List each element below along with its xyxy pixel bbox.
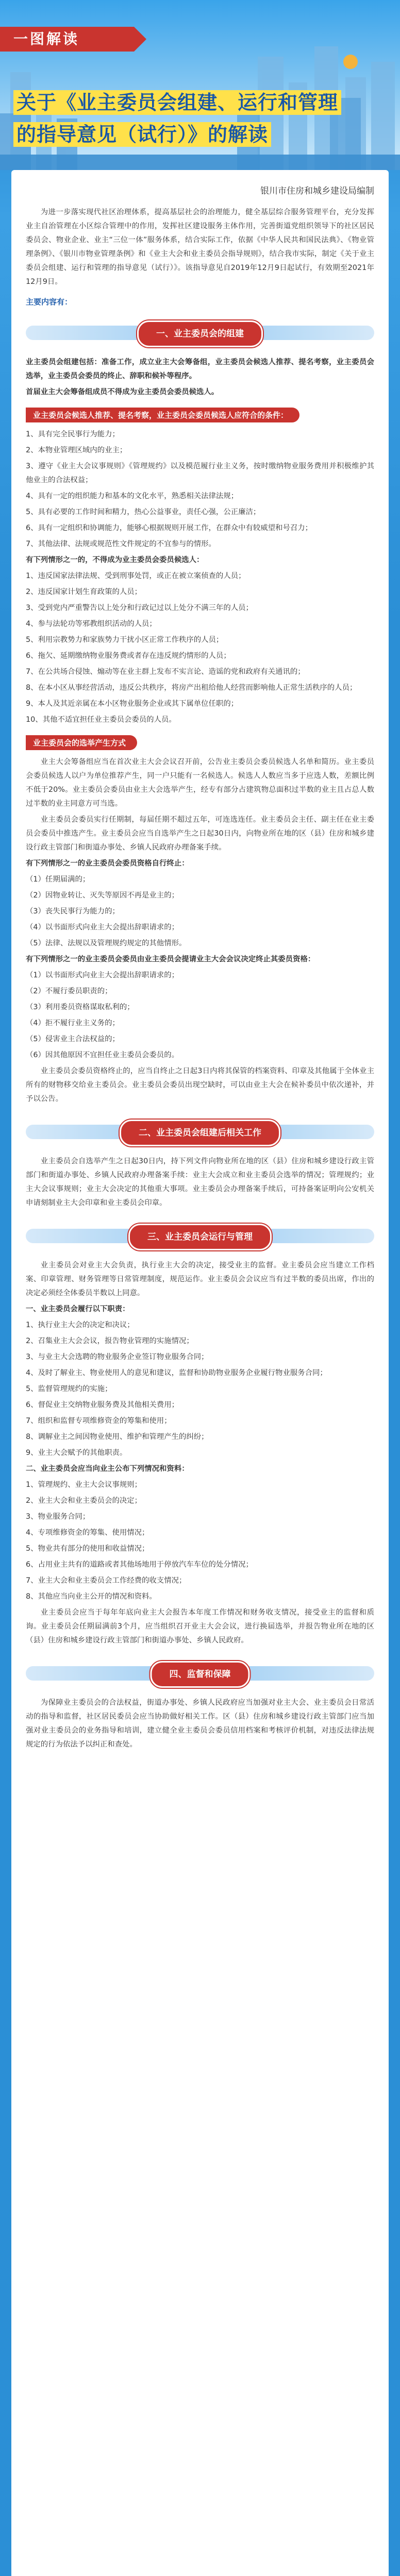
- chapter-2-header: [26, 1120, 374, 1143]
- intro-paragraph: 为进一步落实现代社区治理体系，提高基层社会的治理能力，健全基层综合服务管理平台，充分发挥业主自治管理在小区综合管理中的作用，发挥社区建设服务主体作用，完善街道党组织领导下的社区居民委员会、物业企业、业主“三位一体”服务体系，结合实际工作，依据《中华人民共和国民法典》、《物业管理条例》、《银川市物业管理条例》和《业主大会和业主委员会指导规则》，结合我市实际，制定《关于业主委员会组建、运行和管理的指导意见（试行）》。该指导意见自2019年12月9日起试行，有效期至2021年12月9日。: [26, 208, 374, 286]
- list-item: 7、业主大会和业主委员会工作经费的收支情况；: [26, 1577, 187, 1585]
- header: [0, 0, 400, 170]
- list-item: 3、与业主大会选聘的物业服务企业签订物业服务合同；: [26, 1353, 209, 1361]
- ch1-paragraph: 业主大会筹备组应当在首次业主大会会议召开前，公告业主委员会委员候选人名单和简历。业主委员会委员候选人以户为单位推荐产生，同一户只能有一名候选人。候选人人数应当多于应选人数，差额比例不低于20%。业主委员会委员由业主大会选举产生，经专有部分占建筑物总面积过半数的业主且占总人数过半数的业主同意方可当选。: [26, 758, 374, 808]
- list-item: （6）因其他原因不宜担任业主委员会委员的。: [26, 1051, 179, 1059]
- list-item: 1、具有完全民事行为能力；: [26, 430, 120, 438]
- list-item: 1、执行业主大会的决定和决议；: [26, 1321, 135, 1329]
- list-item: 7、其他法律、法规或规范性文件规定的不宜参与的情形。: [26, 540, 216, 548]
- ch1-note: 首届业主大会筹备组成员不得成为业主委员会委员候选人。: [26, 388, 219, 396]
- list-item: （1）任期届满的；: [26, 875, 90, 884]
- list-item: 7、在公共场合侵蚀、煽动等在业主群上发布不实言论、造谣的党和政府有关通讯的；: [26, 668, 305, 676]
- list-item: 6、占用业主共有的道路或者其他场地用于停放汽车车位的处分情况；: [26, 1561, 253, 1569]
- list-item: 8、调解业主之间因物业使用、维护和管理产生的纠纷；: [26, 1433, 209, 1441]
- list-item: （4）拒不履行业主义务的；: [26, 1019, 120, 1027]
- chapter-4-header: [26, 1661, 374, 1685]
- list-item: 4、专项维修资金的筹集、使用情况；: [26, 1529, 149, 1537]
- list-item: 1、管理规约、业主大会议事规则；: [26, 1481, 142, 1489]
- ch2-paragraph: 业主委员会自选举产生之日起30日内，持下列文件向物业所在地的区（县）住房和城乡建设行政主管部门和街道办事处、乡镇人民政府办理备案手续：业主大会成立和业主委员会选举的情况；管理规约；业主大会议事规则；业主大会决定的其他重大事项。业主委员会办理备案手续后，可持备案证明向公安机关申请刻制业主大会印章和业主委员会印章。: [26, 1157, 374, 1207]
- list-item: 5、利用宗教势力和家族势力干扰小区正常工作秩序的人员；: [26, 636, 224, 644]
- publisher-org: 银川市住房和城乡建设局编制: [260, 186, 374, 196]
- chapter-1-title: 一、业主委员会的组建: [137, 320, 263, 347]
- main-content-label: 主要内容有：: [26, 297, 73, 307]
- list-item: 8、其他应当向业主公开的情况和资料。: [26, 1592, 157, 1601]
- list-item: 8、在本小区从事经营活动，违反公共秩序，将房产出租给他人经营而影响他人正常生活秩序的人员；: [26, 684, 357, 692]
- list-item: （2）因物业转让、灭失等原因不再是业主的；: [26, 891, 179, 900]
- list-item: 2、本物业管理区域内的业主；: [26, 446, 127, 454]
- ch1-paragraph: 业主委员会委员资格终止的，应当自终止之日起3日内将其保管的档案资料、印章及其他属于全体业主所有的财物移交给业主委员会。业主委员会委员出现空缺时，可以由业主大会在候补委员中依次递补，并予以公告。: [26, 1067, 374, 1103]
- list-item: （5）侵害业主合法权益的；: [26, 1035, 120, 1043]
- list-item: 3、物业服务合同；: [26, 1513, 90, 1521]
- content-card: [11, 170, 389, 2576]
- list-item: 2、召集业主大会会议，报告物业管理的实施情况；: [26, 1337, 194, 1345]
- ch3-paragraph: 业主委员会应当于每年年底向业主大会报告本年度工作情况和财务收支情况，接受业主的监督和质询。业主委员会任期届满前3个月，应当组织召开业主大会会议，进行换届选举，并报告物业所在地的区（县）住房和城乡建设行政主管部门和街道办事处、乡镇人民政府。: [26, 1608, 374, 1645]
- chapter-3-title: 三、业主委员会运行与管理: [128, 1224, 272, 1250]
- list-item: 5、物业共有部分的使用和收益情况；: [26, 1545, 149, 1553]
- section-banner: 一图解读: [0, 27, 134, 52]
- ch3-sub1-title: 一、业主委员会履行以下职责：: [26, 1305, 130, 1313]
- list-item: 1、违反国家法律法规、受到刑事处罚，或正在被立案侦查的人员；: [26, 572, 246, 580]
- list-item: 2、业主大会和业主委员会的决定；: [26, 1497, 142, 1505]
- list-item: （1）以书面形式向业主大会提出辞职请求的；: [26, 971, 179, 979]
- list-item: （3）利用委员资格谋取私利的；: [26, 1003, 135, 1011]
- chapter-4-title: 四、监督和保障: [151, 1661, 250, 1688]
- list-item: 3、受到党内严重警告以上处分和行政记过以上处分不满三年的人员；: [26, 604, 253, 612]
- list-item: 9、业主大会赋予的其他职责。: [26, 1449, 127, 1457]
- list-item: 7、组织和监督专项维修资金的筹集和使用；: [26, 1417, 172, 1425]
- list-item: 4、及时了解业主、物业使用人的意见和建议，监督和协助物业服务企业履行物业服务合同；: [26, 1369, 327, 1377]
- ch4-paragraph: 为保障业主委员会的合法权益，街道办事处、乡镇人民政府应当加强对业主大会、业主委员会日常活动的指导和监督，社区居民委员会应当协助做好相关工作。区（县）住房和城乡建设行政主管部门应当加强对业主委员会的业务指导和培训，建立健全业主委员会委员信用档案和考核评价机制，对违反法律法规规定的行为依法予以纠正和查处。: [26, 1699, 374, 1749]
- list-item: 2、违反国家计划生育政策的人员；: [26, 588, 142, 596]
- ch3-sub2-title: 二、业主委员会应当向业主公布下列情况和资料：: [26, 1465, 189, 1473]
- list-item: 10、其他不适宜担任业主委员会委员的人员。: [26, 716, 176, 724]
- list-item: （5）法律、法规以及管理规约规定的其他情形。: [26, 939, 187, 947]
- chapter-1-header: [26, 320, 374, 344]
- ch1-sub2-title: 有下列情形之一的，不得成为业主委员会委员候选人：: [26, 556, 204, 564]
- list-item: 6、督促业主交纳物业服务费及其他相关费用；: [26, 1401, 179, 1409]
- list-item: （3）丧失民事行为能力的；: [26, 907, 120, 916]
- ch1-sub1-title: 业主委员会候选人推荐、提名考察，业主委员会委员候选人应符合的条件：: [26, 408, 299, 422]
- ch1-sub4-title: 有下列情形之一的业主委员会委员资格自行终止：: [26, 859, 189, 868]
- list-item: 4、参与法轮功等邪教组织活动的人员；: [26, 620, 157, 628]
- ch1-summary: 业主委员会组建包括：准备工作，成立业主大会筹备组，业主委员会候选人推荐、提名考察，业主委员会选举，业主委员会委员的终止、辞职和候补等程序。: [26, 358, 374, 380]
- title-line-1: 关于《业主委员会组建、运行和管理: [13, 87, 387, 118]
- list-item: 9、本人及其近亲属在本小区物业服务企业或其下属单位任职的；: [26, 700, 239, 708]
- list-item: 6、拖欠、延期缴纳物业服务费或者存在违反规约情形的人员；: [26, 652, 231, 660]
- ch3-paragraph: 业主委员会对业主大会负责，执行业主大会的决定，接受业主的监督。业主委员会应当建立工作档案、印章管理、财务管理等日常管理制度，规范运作。业主委员会会议应当有过半数的委员出席，作出的决定必须经全体委员半数以上同意。: [26, 1261, 374, 1297]
- list-item: 4、具有一定的组织能力和基本的文化水平，熟悉相关法律法规；: [26, 492, 239, 500]
- list-item: （2）不履行委员职责的；: [26, 987, 112, 995]
- list-item: 6、具有一定组织和协调能力，能够心根据规则开展工作，在群众中有较威望和号召力；: [26, 524, 313, 532]
- ch1-paragraph: 业主委员会委员实行任期制，每届任期不超过五年，可连选连任。业主委员会主任、副主任在业主委员会委员中推选产生。业主委员会应当自选举产生之日起30日内，向物业所在地的区（县）住房和城乡建设行政主管部门和街道办事处、乡镇人民政府办理备案手续。: [26, 816, 374, 852]
- list-item: 3、遵守《业主大会议事规则》《管理规约》以及模范履行业主义务，按时缴纳物业服务费用并积极维护其他业主的合法权益；: [26, 462, 374, 484]
- ch1-sub5-title: 有下列情形之一的业主委员会委员由业主委员会提请业主大会会议决定终止其委员资格：: [26, 955, 315, 963]
- list-item: 5、具有必要的工作时间和精力，热心公益事业，责任心强，公正廉洁；: [26, 508, 261, 516]
- list-item: 5、监督管理规约的实施；: [26, 1385, 112, 1393]
- title-line-2: 的指导意见（试行）》的解读: [13, 118, 387, 150]
- chapter-3-header: [26, 1224, 374, 1247]
- page-title: [13, 87, 387, 150]
- ch1-sub3-title: 业主委员会的选举产生方式: [26, 735, 137, 750]
- list-item: （4）以书面形式向业主大会提出辞职请求的；: [26, 923, 179, 931]
- chapter-2-title: 二、业主委员会组建后相关工作: [120, 1120, 280, 1146]
